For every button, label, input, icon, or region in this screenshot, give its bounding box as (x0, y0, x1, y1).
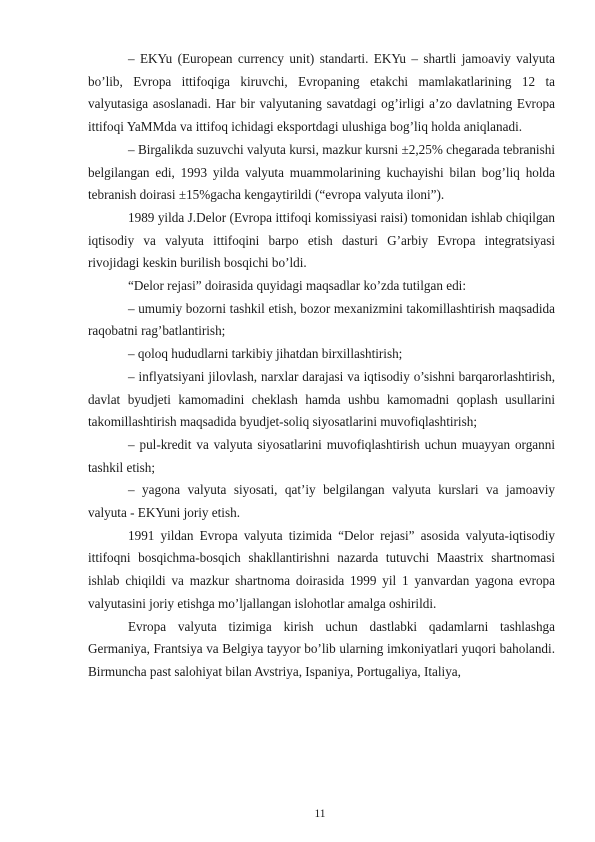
paragraph-floating-rate: – Birgalikda suzuvchi valyuta kursi, mazkur kursni ±2,25% chegarada tebranishi belgilangan edi, 1993 yilda valyuta muammolarining kuchayishi bilan bog’liq holda tebranish doirasi ±15%gacha kengaytirildi (“evropa valyuta iloni”). (88, 141, 555, 203)
paragraph-first-steps: Evropa valyuta tizimiga kirish uchun dastlabki qadamlarni tashlashga Germaniya, Frantsiya va Belgiya tayyor bo’lib ularning imkoniyatlari yuqori baholandi. Birmuncha past salohiyat bilan Avstriya, Ispaniya, Portugaliya, Italiya, (88, 618, 555, 679)
paragraph-delor-1989: 1989 yilda J.Delor (Evropa ittifoqi komissiyasi raisi) tomonidan ishlab chiqilgan iqtisodiy va valyuta ittifoqini barpo etish dasturi G’arbiy Evropa integratsiyasi rivojidagi keskin burilish bosqichi bo’ldi. (88, 209, 555, 271)
document-body (88, 48, 555, 684)
list-item-inflation: – inflyatsiyani jilovlash, narxlar darajasi va iqtisodiy o’sishni barqarorlashtirish, davlat byudjeti kamomadini cheklash hamda ushbu kamomadni qoplash usullarini takomillashtirish maqsadida byudjet-soliq siyosatlarini muvofiqlashtirish; (88, 368, 555, 430)
list-item-single-currency: – yagona valyuta siyosati, qat’iy belgilangan valyuta kurslari va jamoaviy valyuta - EKYuni joriy etish. (88, 482, 555, 521)
list-item-common-market: – umumiy bozorni tashkil etish, bozor mexanizmini takomillashtirish maqsadida raqobatni rag’batlantirish; (88, 300, 555, 339)
page-number: 11 (314, 808, 326, 820)
list-item-monetary-organ: – pul-kredit va valyuta siyosatlarini muvofiqlashtirish uchun muayyan organni tashkil etish; (88, 436, 555, 475)
paragraph-ecu-standard: – EKYu (European currency unit) standarti. EKYu – shartli jamoaviy valyuta bo’lib, Evropa ittifoqiga kiruvchi, Evropaning etakchi mamlakatlarining 12 ta valyutasiga asoslanadi. Har bir valyutaning savatdagi og’irligi a’zo davlatning Evropa ittifoqi YaMMda va ittifoq ichidagi eksportdagi ulushiga bog’liq holda aniqlanadi. (88, 51, 555, 135)
paragraph-delor-goals-intro: “Delor rejasi” doirasida quyidagi maqsadlar ko’zda tutilgan edi: (128, 278, 466, 294)
paragraph-maastricht: 1991 yildan Evropa valyuta tizimida “Delor rejasi” asosida valyuta-iqtisodiy ittifoqni bosqichma-bosqich shakllantirishni nazarda tutuvchi Maastrix shartnomasi ishlab chiqildi va mazkur shartnoma doirasida 1999 yil 1 yanvardan yagona evropa valyutasini joriy etishga mo’ljallangan islohotlar amalga oshirildi. (88, 527, 555, 611)
list-item-regions: – qoloq hududlarni tarkibiy jihatdan birxillashtirish; (128, 346, 403, 362)
